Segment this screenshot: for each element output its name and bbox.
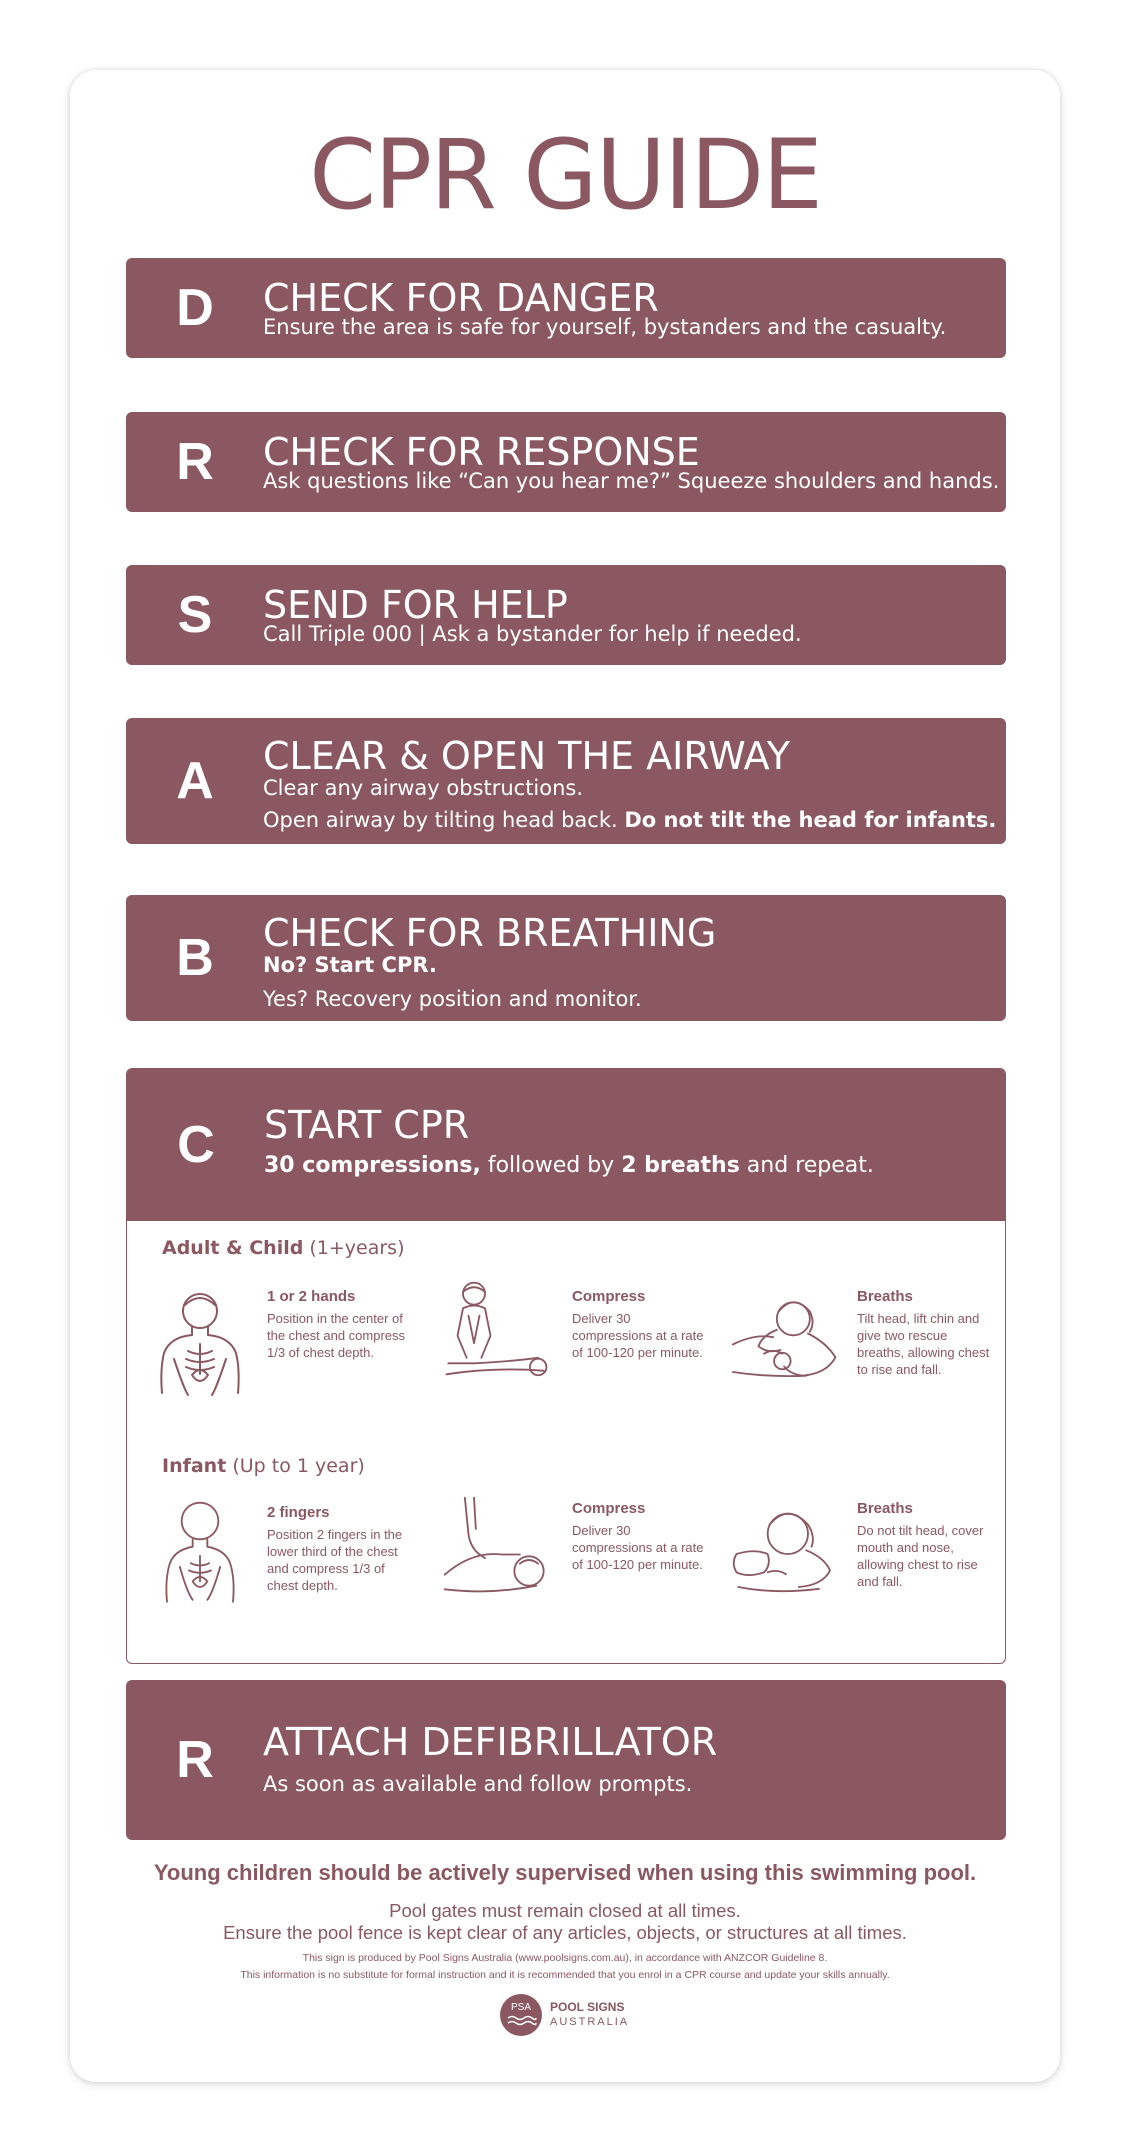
logo-name: POOL SIGNS (550, 2000, 625, 2014)
cpr-breaths: 2 breaths (621, 1153, 740, 1178)
desc-title: Breaths (857, 1288, 913, 1305)
desc-title: Compress (572, 1288, 646, 1305)
step-text-warning: Do not tilt the head for infants. (624, 808, 997, 832)
cpr-sign (70, 70, 1060, 2082)
step-text-normal: Open airway by tilting head back. (263, 808, 625, 832)
cpr-compressions: 30 compressions, (264, 1153, 481, 1178)
step-heading: CHECK FOR RESPONSE (263, 430, 700, 474)
breaths-infant-icon (722, 1499, 850, 1609)
step-heading: CHECK FOR BREATHING (263, 911, 717, 955)
step-heading: CLEAR & OPEN THE AIRWAY (263, 734, 790, 778)
group-label-bold: Adult & Child (162, 1237, 304, 1259)
step-heading: ATTACH DEFIBRILLATOR (263, 1720, 718, 1764)
step-text (263, 951, 996, 979)
step-letter: B (176, 929, 214, 987)
logo-badge-text: PSA (510, 2002, 531, 2013)
cpr-text: and repeat. (739, 1153, 874, 1178)
adult-compress-desc (572, 1287, 712, 1361)
chest-fingers-icon (152, 1499, 248, 1609)
source-note: This sign is produced by Pool Signs Australia (www.poolsigns.com.au), in accordance with ANZCOR Guideline 8. (302, 1952, 828, 1964)
infant-breaths-desc (857, 1499, 997, 1590)
compress-infant-icon (432, 1494, 560, 1604)
step-letter: D (176, 279, 214, 337)
logo-subtitle: AUSTRALIA (550, 2016, 630, 2028)
cpr-text: followed by (480, 1153, 622, 1178)
infant-compress-desc (572, 1499, 712, 1573)
desc-text: Tilt head, lift chin and give two rescue breaths, allowing chest to rise and fall. (857, 1311, 990, 1377)
step-text: Clear any airway obstructions. (263, 776, 584, 800)
fence-rule: Ensure the pool fence is kept clear of any articles, objects, or structures at all times. (223, 1922, 907, 1943)
breaths-adult-icon (722, 1284, 850, 1394)
desc-title: 2 fingers (267, 1504, 330, 1521)
step-response (126, 412, 1006, 512)
step-start-cpr (126, 1068, 1006, 1664)
supervision-notice: Young children should be actively supervised when using this swimming pool. (153, 1860, 977, 1885)
adult-child-label (162, 1237, 405, 1259)
gate-rule: Pool gates must remain closed at all times. (389, 1900, 741, 1921)
group-label-bold: Infant (162, 1455, 227, 1477)
step-text: As soon as available and follow prompts. (263, 1772, 693, 1796)
step-letter: R (176, 1731, 214, 1789)
step-letter: C (177, 1116, 215, 1174)
desc-title: Compress (572, 1500, 646, 1517)
step-send-help (126, 565, 1006, 665)
adult-hands-desc (267, 1287, 407, 1361)
step-text: Ensure the area is safe for yourself, bystanders and the casualty. (263, 315, 947, 339)
chest-hands-icon (152, 1289, 248, 1399)
adult-breaths-desc (857, 1287, 997, 1378)
step-letter: S (177, 586, 213, 644)
desc-text: Position in the center of the chest and compress 1/3 of chest depth. (267, 1311, 406, 1360)
step-text: Yes? Recovery position and monitor. (263, 987, 642, 1011)
psa-logo-icon (500, 1994, 640, 2038)
desc-text: Deliver 30 compressions at a rate of 100-120 per minute. (572, 1311, 704, 1360)
step-airway (126, 718, 1006, 844)
step-heading: SEND FOR HELP (263, 583, 568, 627)
step-letter: A (176, 752, 214, 810)
group-label-rest: (Up to 1 year) (226, 1455, 365, 1477)
desc-text: Do not tilt head, cover mouth and nose, allowing chest to rise and fall. (857, 1523, 984, 1589)
step-text: Ask questions like “Can you hear me?” Squeeze shoulders and hands. (263, 469, 1000, 493)
cpr-header (127, 1069, 1005, 1221)
desc-text: Deliver 30 compressions at a rate of 100-120 per minute. (572, 1523, 704, 1572)
logo-badge (500, 1994, 542, 2036)
step-text (263, 806, 996, 834)
step-letter: R (176, 433, 214, 491)
step-text: Call Triple 000 | Ask a bystander for help if needed. (263, 622, 802, 646)
infant-fingers-desc (267, 1503, 407, 1594)
step-heading: START CPR (264, 1103, 470, 1147)
infant-label (162, 1455, 365, 1477)
page-title: CPR GUIDE (309, 119, 821, 231)
desc-text: Position 2 fingers in the lower third of the chest and compress 1/3 of chest depth. (267, 1527, 403, 1593)
step-text-bold: No? Start CPR. (263, 953, 437, 977)
group-label-rest: (1+years) (303, 1237, 405, 1259)
step-danger (126, 258, 1006, 358)
compress-adult-icon (432, 1279, 560, 1389)
desc-title: Breaths (857, 1500, 913, 1517)
step-heading: CHECK FOR DANGER (263, 276, 659, 320)
step-defibrillator (126, 1680, 1006, 1840)
step-text (264, 1151, 874, 1181)
disclaimer-note: This information is no substitute for formal instruction and it is recommended that you enrol in a CPR course and update your skills annually. (240, 1969, 890, 1981)
desc-title: 1 or 2 hands (267, 1288, 356, 1305)
step-breathing (126, 895, 1006, 1021)
